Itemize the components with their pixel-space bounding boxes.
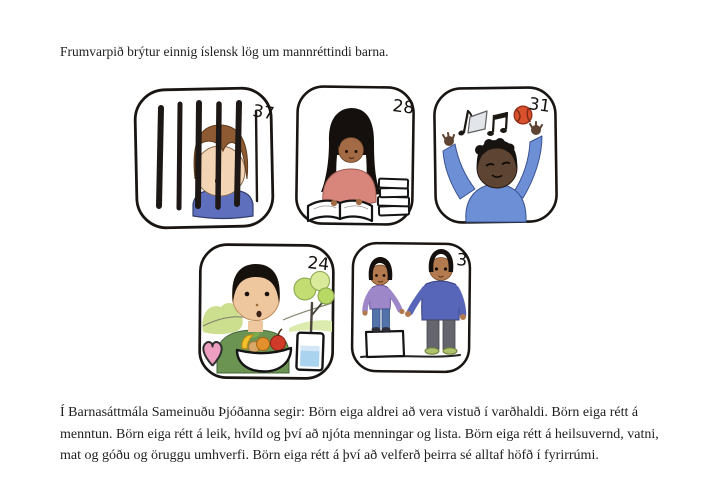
eye [435, 267, 438, 270]
fruit-orange [257, 338, 270, 351]
article-number: 37 [251, 101, 276, 125]
nose [256, 304, 259, 307]
shoe [443, 348, 457, 354]
illustration-panel-article-3 [348, 239, 474, 377]
pants [443, 320, 455, 349]
hand [405, 311, 411, 317]
intro-paragraph: Frumvarpið brýtur einnig íslensk lög um mannréttindi barna. [60, 44, 389, 59]
open-book [308, 201, 372, 221]
article-number: 3 [455, 250, 469, 271]
shoe [382, 327, 391, 332]
body-line: Í Barnasáttmála Sameinuðu Þjóðanna segir: Börn eiga aldrei að vera vistuð í varðhaldi. Börn eiga rétt á [60, 405, 639, 420]
article-number: 28 [391, 96, 416, 119]
body-paragraph [60, 402, 700, 467]
arm [365, 181, 368, 202]
illustration-panel-article-24 [195, 240, 338, 383]
eye [345, 150, 348, 153]
eye [444, 267, 447, 270]
hand [460, 314, 466, 320]
hand [331, 200, 337, 206]
water-glass [296, 333, 323, 371]
jeans [373, 309, 381, 328]
apple [271, 336, 286, 351]
illustration-panel-article-28 [292, 82, 419, 229]
shoe [425, 348, 439, 354]
hand [362, 310, 367, 315]
pants [427, 320, 439, 349]
illustration-panel-article-31 [430, 83, 562, 227]
eye [375, 274, 378, 277]
body-line: menntun. Börn eiga rétt á leik, hvíld og því að njóta menningar og lista. Börn eiga rétt á heilsuvernd, vatni, [60, 426, 659, 442]
jeans [382, 309, 390, 328]
neck [248, 321, 263, 332]
body-line: mat og góðu og öruggu umhverfi. Börn eiga rétt á því að velferð þeirra sé alltaf höfð í fyrirrúmi. [60, 448, 599, 464]
article-number: 24 [306, 253, 331, 276]
hand [356, 199, 362, 205]
mouth [256, 311, 261, 317]
eye [383, 274, 386, 277]
eye [265, 292, 270, 297]
eye [355, 150, 358, 153]
article-number: 31 [527, 94, 552, 117]
shoe [372, 327, 381, 332]
eye [245, 292, 250, 297]
hand [399, 309, 404, 314]
illustration-panel-article-37 [130, 83, 279, 233]
book-stack [378, 179, 409, 216]
box [366, 331, 404, 357]
